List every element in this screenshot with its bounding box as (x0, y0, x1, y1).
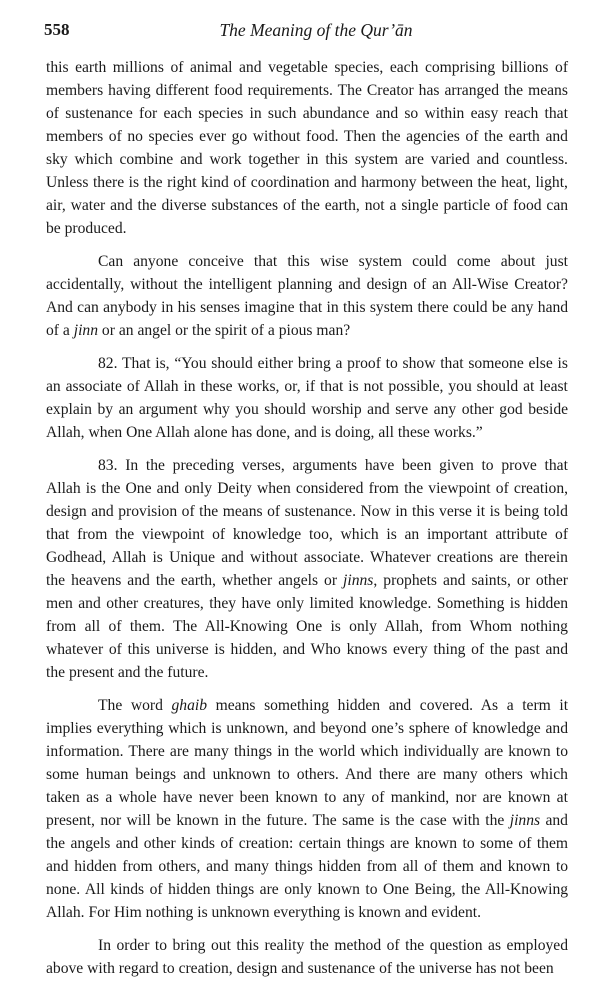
text-line: this earth millions of animal and vegetable species, each comprising billions of (46, 59, 569, 76)
italic-term: jinns (509, 812, 541, 829)
page-body (46, 56, 568, 990)
paragraph (46, 56, 568, 240)
text-line: Allah. For Him nothing is unknown everything is known and evident. (46, 904, 481, 921)
paragraph (46, 250, 568, 342)
text-line: The word ghaib means something hidden and covered. As a term it (98, 697, 569, 714)
text-line: some human beings and unknown to others. And there are many others which (46, 766, 568, 783)
text-line: In order to bring out this reality the method of the question as employed (98, 937, 569, 954)
text-line: explain by an argument why you should worship and serve any other god beside (46, 401, 569, 418)
text-line: 83. In the preceding verses, arguments have been given to prove that (98, 457, 568, 474)
paragraph (46, 934, 568, 980)
text-line: taken as a whole have never been known to any of mankind, nor are known at (46, 789, 568, 806)
running-title: The Meaning of the Qur’ān (219, 20, 413, 40)
text-line: And can anybody in his senses imagine that in this system there could be any hand (46, 299, 569, 316)
page-number: 558 (44, 20, 70, 39)
text-line: accidentally, without the intelligent planning and design of an All-Wise Creator? (46, 276, 568, 293)
page-header (44, 20, 568, 46)
text-line: implies everything which is unknown, and beyond one’s sphere of knowledge and (46, 720, 568, 737)
paragraph (46, 352, 568, 444)
text-line: and hidden from others, and many things hidden from all of them and known to (46, 858, 569, 875)
text-line: Unless there is the right kind of coordination and harmony between the heat, light, (46, 174, 568, 191)
text-line: men and other creatures, they have only limited knowledge. Something is hidden (46, 595, 569, 612)
text-line: from all of them. The All-Knowing One is only Allah, from Whom nothing (46, 618, 568, 635)
text-line: Godhead, Allah is Unique and without associate. Whatever creations are therein (46, 549, 568, 566)
text-line: 82. That is, “You should either bring a proof to show that someone else is (98, 355, 568, 372)
text-line: of a jinn or an angel or the spirit of a pious man? (46, 322, 351, 339)
text-line: present, nor will be known in the future. The same is the case with the jinns and (46, 812, 568, 829)
text-line: above with regard to creation, design and sustenance of the universe has not been (46, 960, 554, 977)
text-line: the heavens and the earth, whether angels or jinns, prophets and saints, or other (46, 572, 568, 589)
text-line: Can anyone conceive that this wise system could come about just (98, 253, 568, 270)
text-line: Allah, when One Allah alone has done, and is doing, all these works.” (46, 424, 483, 441)
text-line: the present and the future. (46, 664, 209, 681)
italic-term: jinns (343, 572, 374, 589)
text-line: Allah is the One and only Deity when considered from the viewpoint of creation, (46, 480, 569, 497)
text-line: that from the viewpoint of knowledge too, which is an important attribute of (46, 526, 569, 543)
italic-term: jinn (73, 322, 98, 339)
text-line: sky which combine and work together in this system are varied and countless. (46, 151, 568, 168)
text-line: an associate of Allah in these works, or, if that is not possible, you should at least (46, 378, 568, 395)
italic-term: ghaib (171, 697, 208, 714)
text-line: be produced. (46, 220, 127, 237)
text-line: of sustenance for each species in such abundance and so within easy reach that (46, 105, 568, 122)
text-line: the angels and other kinds of creation: certain things are known to some of them (46, 835, 569, 852)
text-line: whatever of this universe is hidden, and Who knows every thing of the past and (46, 641, 569, 658)
text-line: members having different food requirements. The Creator has arranged the means (46, 82, 568, 99)
text-line: information. There are many things in the world which individually are known to (46, 743, 569, 760)
text-line: members of no species ever go without food. Then the agencies of the earth and (46, 128, 568, 145)
text-line: design and provision of the means of sustenance. Now in this verse it is being told (46, 503, 568, 520)
text-line: none. All kinds of hidden things are only known to One Being, the All-Knowing (46, 881, 569, 898)
paragraph (46, 454, 568, 684)
paragraph (46, 694, 568, 924)
text-line: air, water and the diverse substances of the earth, not a single particle of food can (46, 197, 569, 214)
